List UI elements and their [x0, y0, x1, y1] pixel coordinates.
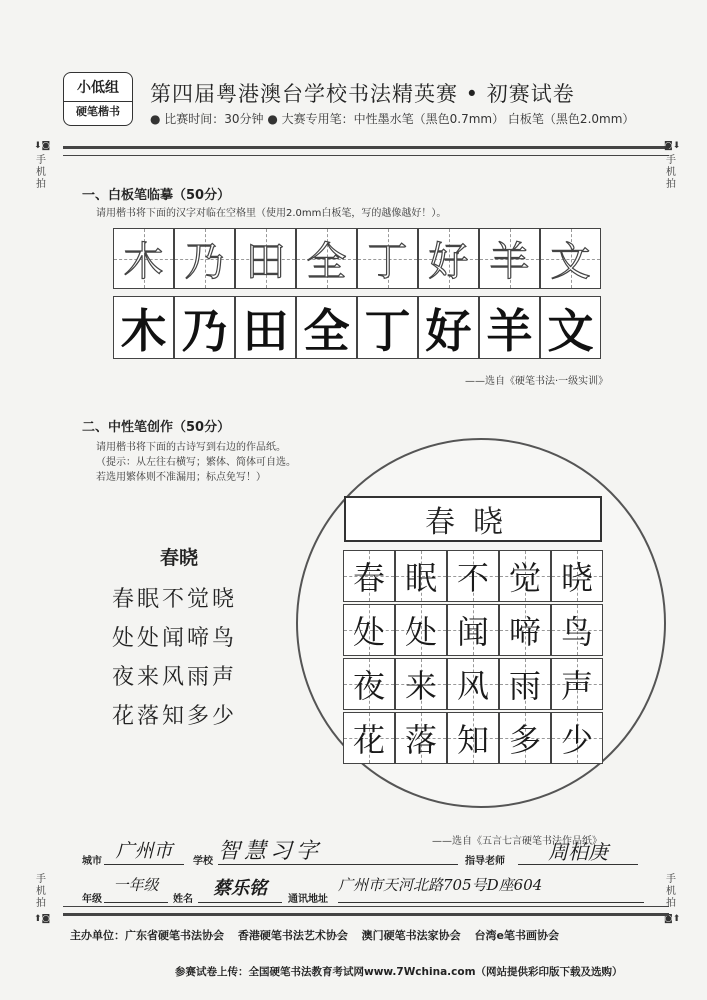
work-cell[interactable]: 夜	[343, 658, 395, 710]
poem-line: 花落知多少	[112, 704, 238, 729]
work-row	[343, 604, 603, 656]
camera-icon: ⬇◙	[34, 141, 51, 151]
copy-cell[interactable]: 丁	[357, 296, 418, 359]
sponsors: 主办单位：广东省硬笔书法协会 香港硬笔书法艺术协会 澳门硬笔书法家协会 台湾e笔书画协会	[70, 929, 559, 942]
school-label: 学校	[193, 856, 213, 867]
trace-cell[interactable]: 木	[113, 228, 174, 289]
address-field[interactable]: 广州市天河北路705号D座604	[338, 874, 644, 903]
work-row	[343, 658, 603, 710]
poem-line: 处处闻啼鸟	[112, 626, 238, 651]
trace-cell[interactable]: 文	[540, 228, 601, 289]
section1-source: ——选自《硬笔书法·一级实训》	[465, 376, 609, 387]
camera-icon: ⬆◙	[34, 914, 51, 924]
work-title: 春晓	[425, 505, 521, 540]
camera-icon: ◙⬇	[664, 141, 681, 151]
header-divider	[63, 146, 669, 156]
trace-cell[interactable]: 田	[235, 228, 296, 289]
copy-cell[interactable]: 全	[296, 296, 357, 359]
work-cell[interactable]: 落	[395, 712, 447, 764]
section2-heading: 二、中性笔创作（50分）	[82, 420, 231, 435]
copy-cell[interactable]: 好	[418, 296, 479, 359]
group-badge-secondary: 硬笔楷书	[76, 105, 120, 118]
work-cell[interactable]: 春	[343, 550, 395, 602]
school-field[interactable]: 智慧习字	[218, 834, 458, 865]
camera-icon: ◙⬆	[664, 914, 681, 924]
group-badge-primary: 小低组	[64, 77, 132, 102]
page-title: 第四届粤港澳台学校书法精英赛 • 初赛试卷	[150, 82, 575, 106]
address-label: 通讯地址	[288, 894, 328, 905]
instruction-line: （提示：从左往右横写；繁体、简体可自选。	[96, 457, 296, 468]
side-note-top-right: ◙⬇ 手机拍	[664, 141, 681, 190]
work-cell[interactable]: 晓	[551, 550, 603, 602]
work-cell[interactable]: 觉	[499, 550, 551, 602]
work-grid	[343, 550, 603, 764]
copy-cell[interactable]: 羊	[479, 296, 540, 359]
footer-divider	[63, 906, 669, 916]
side-note-bottom-right: 手机拍 ◙⬆	[664, 874, 681, 924]
name-label: 姓名	[173, 894, 193, 905]
instruction-line: 请用楷书将下面的古诗写到右边的作品纸。	[96, 442, 286, 453]
work-cell[interactable]: 啼	[499, 604, 551, 656]
section1-instruction: 请用楷书将下面的汉字对临在空格里（使用2.0mm白板笔，写的越像越好！）。	[96, 208, 447, 219]
work-cell[interactable]: 不	[447, 550, 499, 602]
section2-source: ——选自《五言七言硬笔书法作品纸》	[432, 836, 602, 847]
teacher-label: 指导老师	[465, 856, 505, 867]
work-cell[interactable]: 处	[395, 604, 447, 656]
grade-field[interactable]: 一年级	[104, 874, 168, 903]
poem-line: 夜来风雨声	[112, 665, 238, 690]
trace-cell[interactable]: 羊	[479, 228, 540, 289]
copy-grid-row	[113, 296, 601, 359]
city-field[interactable]: 广州市	[104, 836, 184, 865]
copy-cell[interactable]: 木	[113, 296, 174, 359]
work-cell[interactable]: 少	[551, 712, 603, 764]
instruction-line: 若选用繁体则不准漏用；标点免写！）	[96, 472, 266, 483]
work-cell[interactable]: 知	[447, 712, 499, 764]
work-cell[interactable]: 多	[499, 712, 551, 764]
copy-cell[interactable]: 乃	[174, 296, 235, 359]
work-title-box[interactable]	[344, 496, 602, 542]
upload-footer: 参赛试卷上传：全国硬笔书法教育考试网www.7Wchina.com（网站提供彩印版下载及选购）	[175, 966, 623, 978]
work-cell[interactable]: 花	[343, 712, 395, 764]
work-cell[interactable]: 闻	[447, 604, 499, 656]
side-note-bottom-left: 手机拍 ⬆◙	[34, 874, 51, 924]
section2-instruction	[96, 440, 296, 485]
work-cell[interactable]: 声	[551, 658, 603, 710]
poem-title: 春晓	[160, 547, 199, 569]
copy-cell[interactable]: 田	[235, 296, 296, 359]
work-row	[343, 550, 603, 602]
group-badge	[63, 72, 133, 126]
name-field[interactable]: 蔡乐铭	[198, 874, 282, 903]
trace-cell[interactable]: 丁	[357, 228, 418, 289]
trace-cell[interactable]: 乃	[174, 228, 235, 289]
copy-cell[interactable]: 文	[540, 296, 601, 359]
poem-line: 春眠不觉晓	[112, 587, 238, 612]
work-cell[interactable]: 处	[343, 604, 395, 656]
trace-grid-row	[113, 228, 601, 289]
side-note-top-left: ⬇◙ 手机拍	[34, 141, 51, 190]
work-cell[interactable]: 雨	[499, 658, 551, 710]
section1-heading: 一、白板笔临摹（50分）	[82, 188, 231, 203]
teacher-field[interactable]: 周柏庚	[518, 836, 638, 865]
work-cell[interactable]: 眠	[395, 550, 447, 602]
city-label: 城市	[82, 856, 102, 867]
work-cell[interactable]: 鸟	[551, 604, 603, 656]
work-cell[interactable]: 来	[395, 658, 447, 710]
trace-cell[interactable]: 好	[418, 228, 479, 289]
trace-cell[interactable]: 全	[296, 228, 357, 289]
work-cell[interactable]: 风	[447, 658, 499, 710]
grade-label: 年级	[82, 894, 102, 905]
work-row	[343, 712, 603, 764]
page-subtitle: ● 比赛时间：30分钟 ● 大赛专用笔：中性墨水笔（黑色0.7mm） 白板笔（黑色2.0mm）	[150, 112, 635, 126]
